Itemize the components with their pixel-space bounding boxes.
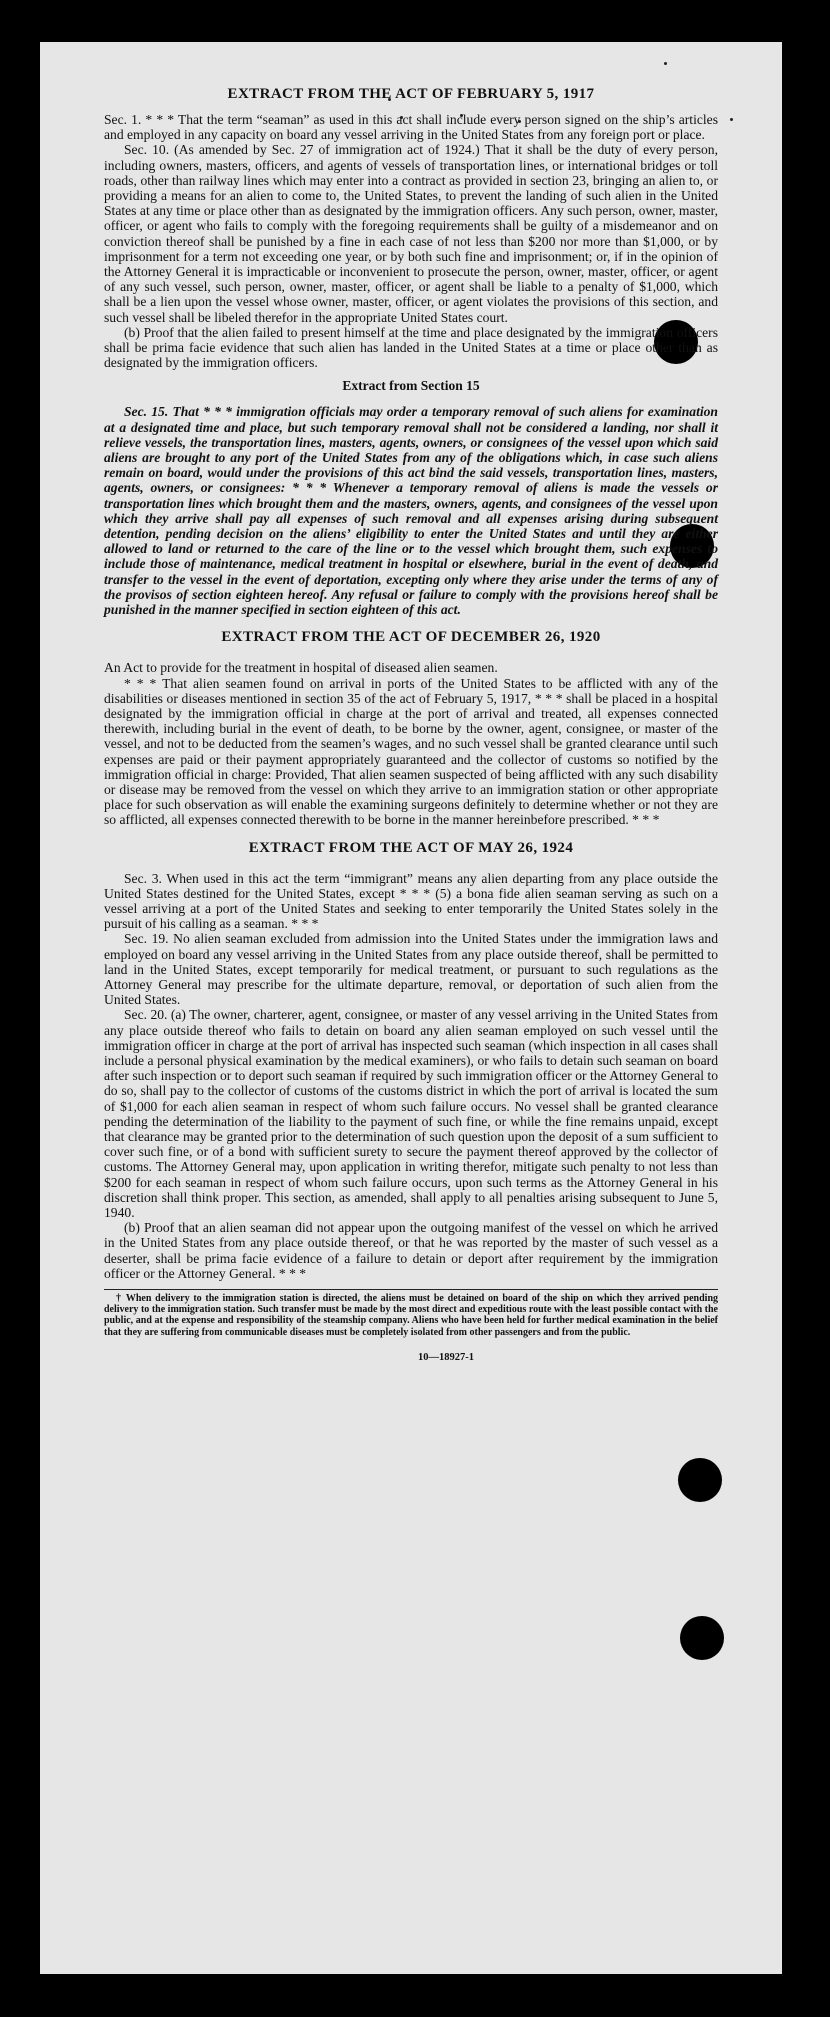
- paragraph: Sec. 1. * * * That the term “seaman” as used in this act shall include every person signed on the ship’s articles and employed in any capacity on board any vessel arriving in the United States from any foreign port or place.: [104, 112, 718, 143]
- paragraph: An Act to provide for the treatment in hospital of diseased alien seamen.: [104, 660, 498, 676]
- punch-hole: [680, 1616, 724, 1660]
- section-heading: EXTRACT FROM THE ACT OF DECEMBER 26, 1920: [221, 629, 601, 646]
- paragraph: Sec. 3. When used in this act the term “immigrant” means any alien departing from any place outside the United States destined for the United States, except * * * (5) a bona fide alien seaman serving as such on a vessel arriving at a port of the United States and seeking to enter temporarily the United States solely in the pursuit of his calling as a seaman. * * *: [104, 870, 718, 932]
- paragraph: (b) Proof that an alien seaman did not appear upon the outgoing manifest of the vessel on which he arrived in the United States from any place outside thereof, or that he was reported by the master of such vessel as a deserter, shall be prima facie evidence of a failure to detain or deport after requirement by the immigration officer or the Attorney General. * * *: [104, 1220, 718, 1281]
- document-body: [104, 86, 718, 1363]
- paragraph: Sec. 19. No alien seaman excluded from admission into the United States under the immigration laws and employed on board any vessel arriving in the United States from any place outside thereof, shall be permitted to land in the United States, except temporarily for medical treatment, or pursuant to such regulations as the Attorney General may prescribe for the ultimate departure, removal, or deportation of such alien from the United States.: [104, 931, 718, 1008]
- paragraph: * * * That alien seamen found on arrival in ports of the United States to be afflicted with any of the disabilities or diseases mentioned in section 35 of the act of February 5, 1917, * * * shall be placed in a hospital designated by the immigration official in charge at the port of arrival and treated, all expenses connected therewith, including burial in the event of death, to be borne by the owner, agent, consignee, or master of the vessel, and not to be deducted from the seamen’s wages, and no such vessel shall be granted clearance until such expenses are paid or their payment appropriately guaranteed and the collector of customs so notified by the immigration official in charge: Provided, That alien seamen suspected of being afflicted with any such disability or disease may be removed from the vessel on which they arrive to an immigration station or other appropriate place for such observation as will enable the examining surgeons definitely to determine whether or not they are so afflicted, all expenses connected therewith to be borne in the manner hereinbefore prescribed. * * *: [104, 675, 718, 828]
- punch-hole: [678, 1458, 722, 1502]
- section-heading: EXTRACT FROM THE ACT OF FEBRUARY 5, 1917: [227, 86, 595, 102]
- print-speck: [664, 62, 667, 65]
- paragraph: Sec. 20. (a) The owner, charterer, agent, consignee, or master of any vessel arriving in the United States from any place outside thereof who fails to detain on board any alien seaman employed on such vessel until the immigration officer in charge at the port of arrival has inspected such seaman (which inspection in all cases shall include a personal physical examination by the medical examiners), or who fails to detain such seaman on board after such inspection or to deport such seaman if required by such immigration officer or the Attorney General to do so, shall pay to the collector of customs of the customs district in which the port of arrival is located the sum of $1,000 for each alien seaman in respect of whom such failure occurs. No vessel shall be granted clearance pending the determination of the liability to the payment of such fine, or while the fine remains unpaid, except that clearance may be granted prior to the determination of such question upon the deposit of a sum sufficient to cover such fine, or of a bond with sufficient surety to secure the payment thereof approved by the collector of customs. The Attorney General may, upon application in writing therefor, mitigate such penalty to not less than $200 for each seaman in respect of whom such failure occurs, upon such terms as the Attorney General in his discretion shall think proper. This section, as amended, shall apply to all penalties arising subsequent to June 5, 1940.: [104, 1007, 718, 1220]
- section-heading: Extract from Section 15: [342, 378, 480, 394]
- footnote-text: † When delivery to the immigration station is directed, the aliens must be detained on board of the ship on which they arrived pending delivery to the immigration station. Such transfer must be made by the most direct and expeditious route with the least possible contact with the public, and at the expense and responsibility of the steamship company. Aliens who have been held for further medical examination in the belief that they are suffering from communicable diseases must be completely isolated from other passengers and from the public.: [104, 1293, 718, 1338]
- footnote: [104, 1289, 718, 1338]
- print-speck: [730, 118, 733, 121]
- paragraph: Sec. 10. (As amended by Sec. 27 of immigration act of 1924.) That it shall be the duty of every person, including owners, masters, officers, and agents of vessels of transportation lines, or international bridges or toll roads, other than railway lines which may enter into a contract as provided in section 23, bringing an alien to, or providing a means for an alien to come to, the United States, to prevent the landing of such alien in the United States at any time or place other than as designated by the immigration officers. Any such person, owner, master, officer, or agent who fails to comply with the foregoing requirements shall be guilty of a misdemeanor and on conviction thereof shall be punished by a fine in each case of not less than $200 nor more than $1,000, or by imprisonment for a term not exceeding one year, or by both such fine and imprisonment; or, if in the opinion of the Attorney General it is impracticable or inconvenient to prosecute the person, owner, master, officer, or agent of any such vessel, such person, owner, master, officer, or agent shall be liable to a penalty of $1,000, which shall be a lien upon the vessel whose owner, master, officer, or agent violates the provisions of this section, and such vessel shall be libeled therefor in the appropriate United States court.: [104, 142, 718, 325]
- paragraph: Sec. 15. That * * * immigration officials may order a temporary removal of such aliens for examination at a designated time and place, but such temporary removal shall not be considered a landing, nor shall it relieve vessels, the transportation lines, masters, agents, owners, or consignees of the vessel upon which said aliens are brought to any port of the United States from any of the obligations which, in case such aliens remain on board, would under the provisions of this act bind the said vessels, transportation lines, masters, agents, owners, or consignees: * * * Whenever a temporary removal of aliens is made the vessels or transportation lines which brought them and the masters, owners, agents, and consignees of the vessel upon which they arrive shall pay all expenses of such removal and all expenses arising during subsequent detention, pending decision on the aliens’ eligibility to enter the United States and until they are either allowed to land or returned to the care of the line or to the vessel which brought them, such expenses to include those of maintenance, medical treatment in hospital or elsewhere, burial in the event of death, and transfer to the vessel in the event of deportation, excepting only where they arise under the terms of any of the provisos of section eighteen hereof. Any refusal or failure to comply with the provisions hereof shall be punished in the manner specified in section eighteen of this act.: [104, 404, 718, 618]
- form-code: 10—18927-1: [418, 1351, 474, 1363]
- paragraph: (b) Proof that the alien failed to present himself at the time and place designated by the immigration officers shall be prima facie evidence that such alien has landed in the United States at a time or place other than as designated by the immigration officers.: [104, 324, 718, 371]
- section-heading: EXTRACT FROM THE ACT OF MAY 26, 1924: [248, 839, 574, 856]
